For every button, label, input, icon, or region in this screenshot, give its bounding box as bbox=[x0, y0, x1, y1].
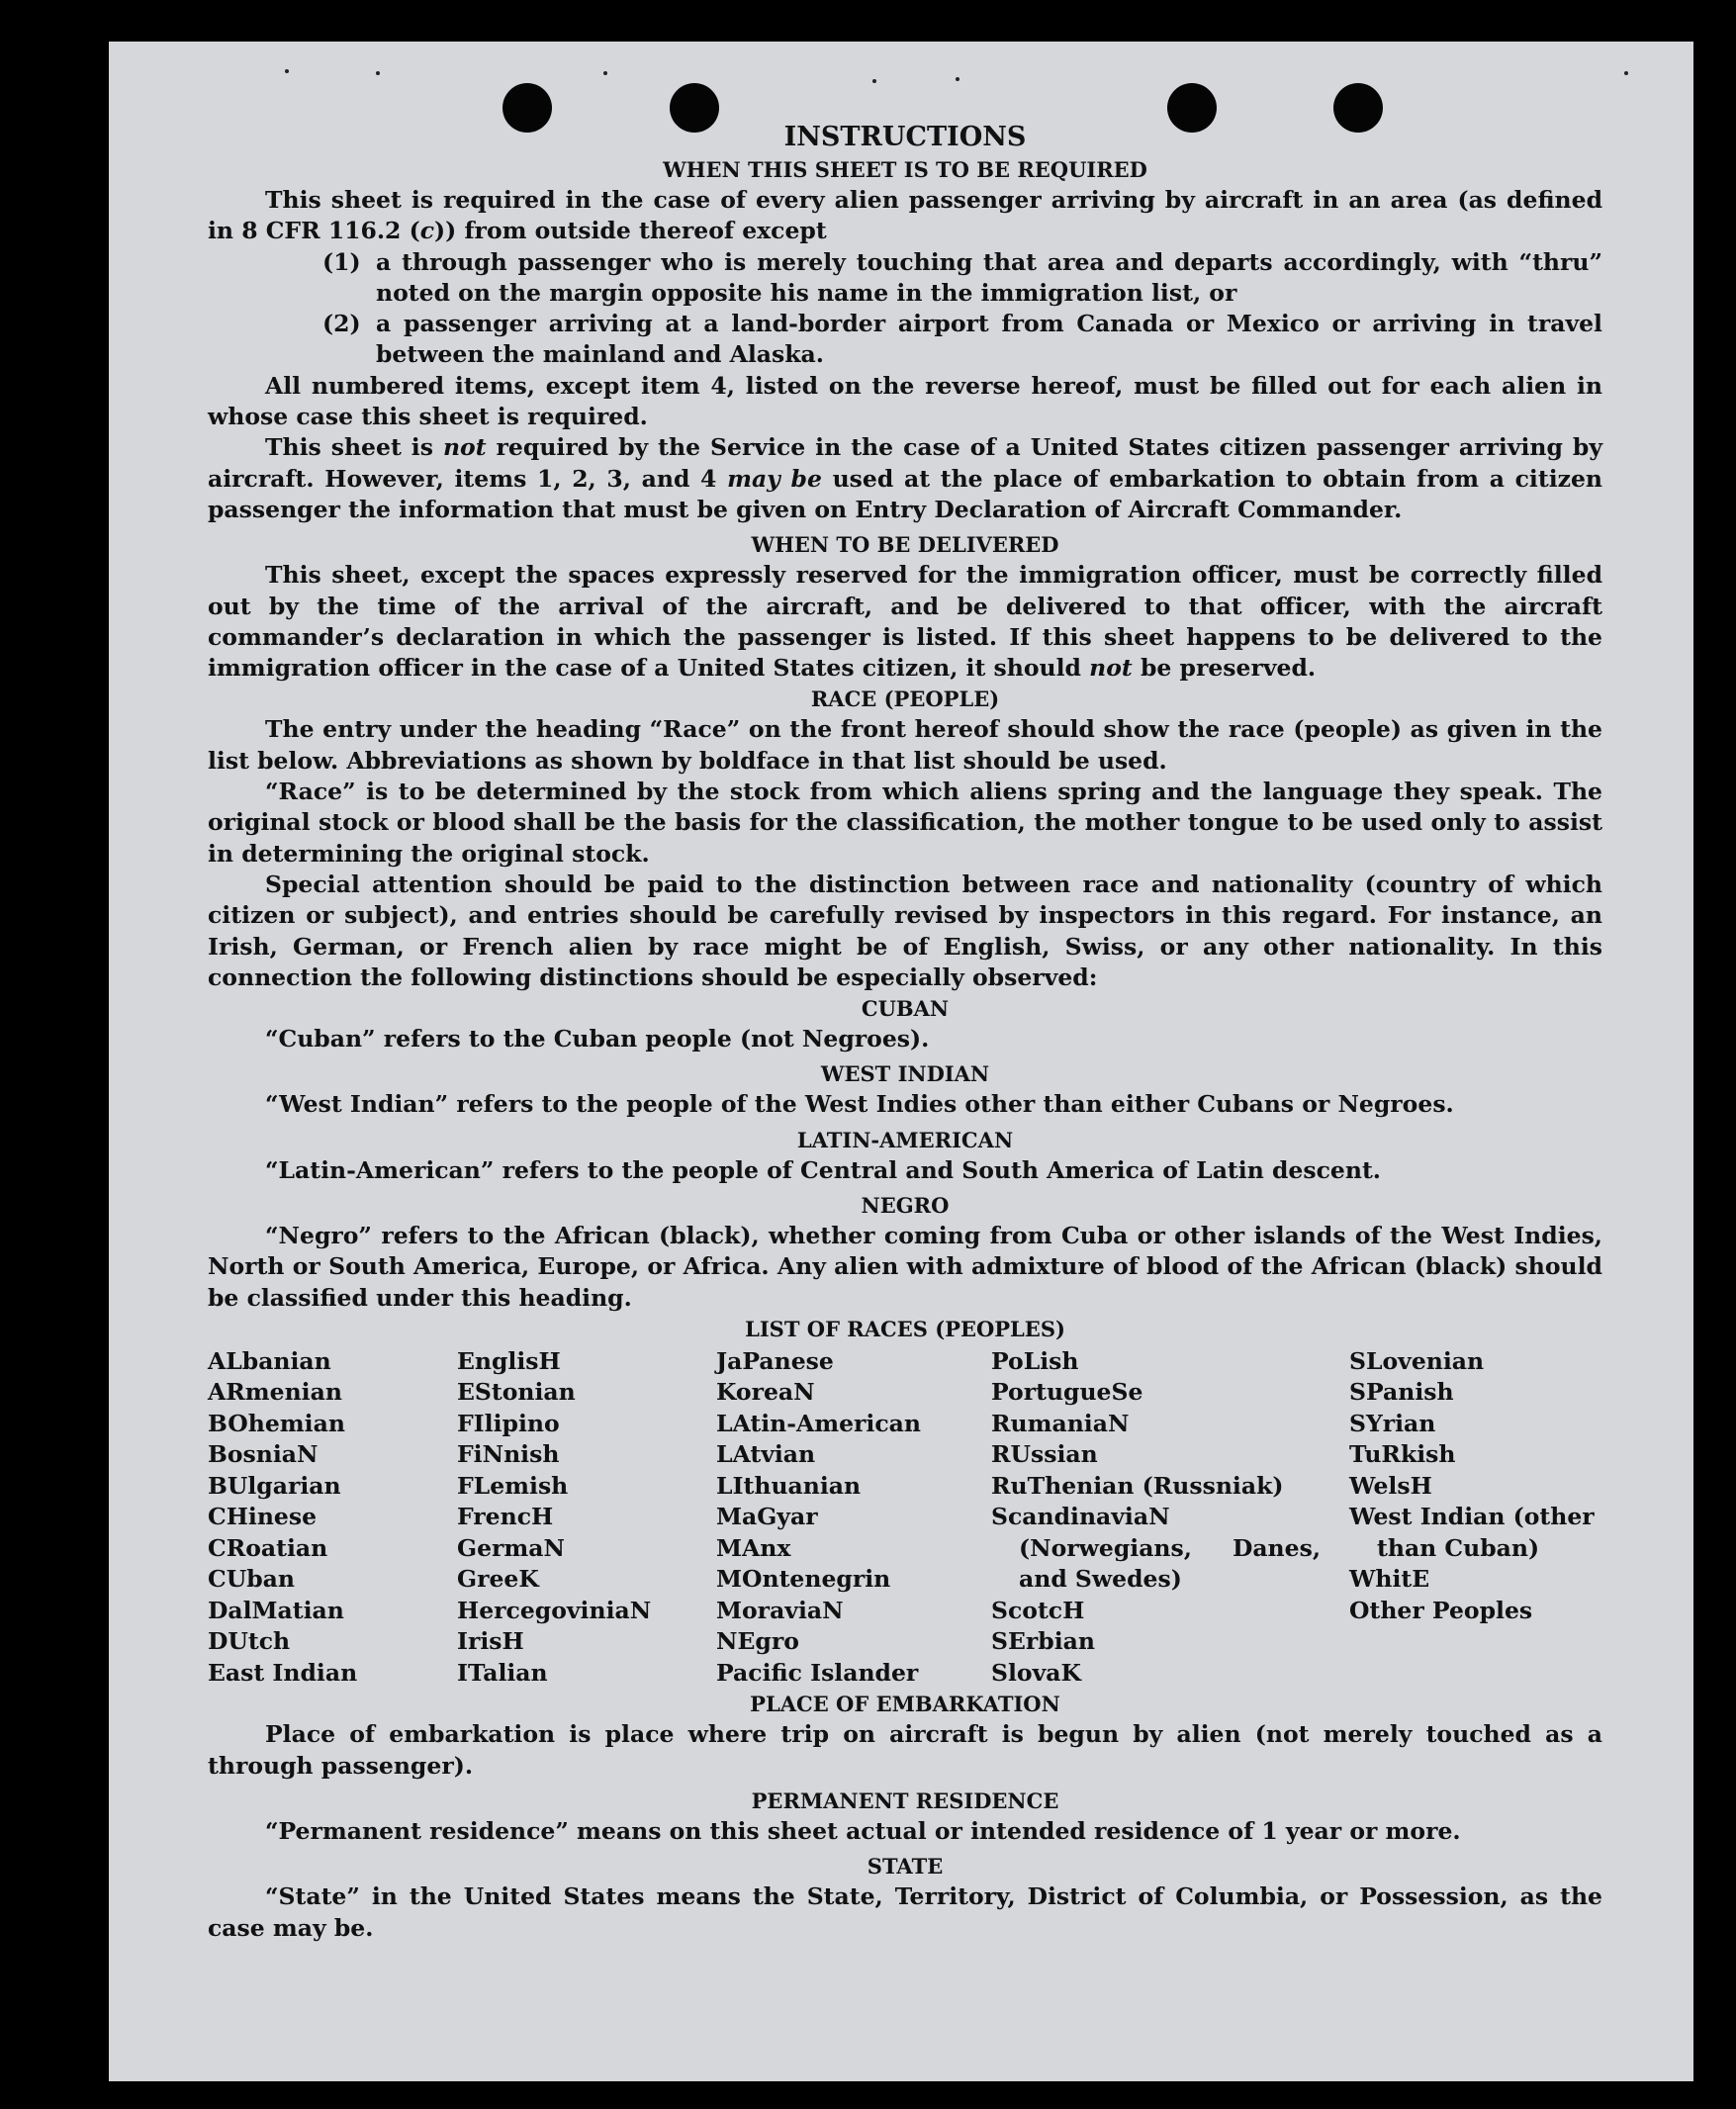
race-entry: CUban bbox=[208, 1565, 295, 1594]
speck bbox=[956, 77, 959, 81]
race-entry: DalMatian bbox=[208, 1596, 344, 1624]
speck bbox=[1624, 71, 1628, 75]
paragraph: “Latin-American” refers to the people of Central and South America of Latin descent. bbox=[265, 1155, 1381, 1184]
list-item: (2) a passenger arriving at a land-border airport from Canada or Mexico or arriving in travel between the mainland and Alaska. bbox=[322, 310, 1602, 369]
race-entry: EnglisH bbox=[457, 1346, 561, 1375]
speck bbox=[376, 71, 380, 75]
race-entry: SPanish bbox=[1349, 1378, 1454, 1407]
race-entry: East Indian bbox=[208, 1658, 358, 1687]
races-table bbox=[208, 1346, 1602, 1690]
race-entry: LAtin-American bbox=[716, 1409, 921, 1437]
paragraph: The entry under the heading “Race” on the front hereof should show the race (people) as given in the list below. Abbreviations as shown by boldface in that list should be used. bbox=[208, 715, 1602, 775]
race-entry: SlovaK bbox=[991, 1658, 1081, 1687]
race-entry: Other Peoples bbox=[1349, 1596, 1533, 1624]
race-entry: ITalian bbox=[457, 1658, 548, 1687]
heading-west-indian: WEST INDIAN bbox=[820, 1061, 990, 1087]
heading-required: WHEN THIS SHEET IS TO BE REQUIRED bbox=[663, 157, 1147, 182]
race-entry: LAtvian bbox=[716, 1440, 816, 1469]
race-entry: DUtch bbox=[208, 1627, 291, 1656]
race-entry: KoreaN bbox=[716, 1378, 815, 1407]
race-entry: HercegoviniaN bbox=[457, 1596, 652, 1624]
race-entry: IrisH bbox=[457, 1627, 524, 1656]
race-entry: SYrian bbox=[1349, 1409, 1436, 1437]
heading-latin-american: LATIN-AMERICAN bbox=[796, 1127, 1014, 1152]
paragraph: “State” in the United States means the State, Territory, District of Columbia, or Possession, as the case may be. bbox=[208, 1882, 1602, 1942]
race-entry: NEgro bbox=[716, 1627, 799, 1656]
heading-races-list: LIST OF RACES (PEOPLES) bbox=[745, 1316, 1065, 1341]
race-entry: BUlgarian bbox=[208, 1471, 341, 1500]
speck bbox=[285, 69, 289, 73]
race-entry: WelsH bbox=[1349, 1471, 1432, 1500]
race-entry: MoraviaN bbox=[716, 1596, 844, 1624]
instructions-text bbox=[208, 121, 1602, 1944]
heading-state: STATE bbox=[867, 1854, 944, 1880]
paragraph: “Cuban” refers to the Cuban people (not Negroes). bbox=[265, 1025, 930, 1054]
race-entry: PoLish bbox=[991, 1346, 1079, 1375]
race-entry: CHinese bbox=[208, 1503, 318, 1531]
race-entry: MAnx bbox=[716, 1533, 791, 1562]
race-entry: TuRkish bbox=[1349, 1440, 1456, 1469]
paragraph: Place of embarkation is place where trip on aircraft is begun by alien (not merely touched as a through passenger). bbox=[208, 1720, 1602, 1780]
heading-cuban: CUBAN bbox=[861, 996, 950, 1022]
race-entry: ARmenian bbox=[208, 1378, 342, 1407]
race-entry: RumaniaN bbox=[991, 1409, 1130, 1437]
race-entry: ScotcH bbox=[991, 1596, 1085, 1624]
race-entry: FLemish bbox=[457, 1471, 569, 1500]
race-entry: SLovenian bbox=[1349, 1346, 1485, 1375]
race-entry: LIthuanian bbox=[716, 1471, 862, 1500]
race-entry: RuThenian (Russniak) bbox=[991, 1471, 1284, 1500]
race-entry: FiNnish bbox=[457, 1440, 560, 1469]
heading-embarkation: PLACE OF EMBARKATION bbox=[750, 1692, 1060, 1717]
race-entry: GreeK bbox=[457, 1565, 539, 1594]
races-column bbox=[457, 1346, 716, 1690]
race-entry: Pacific Islander bbox=[716, 1658, 919, 1687]
paragraph: Special attention should be paid to the distinction between race and nationality (country of which citizen or subject), and entries should be carefully revised by inspectors in this regard. For instance, an Irish, German, or French alien by race might be of English, Swiss, or any other nationality. In this connection the following distinctions should be especially observed: bbox=[208, 870, 1602, 991]
paragraph: “Race” is to be determined by the stock from which aliens spring and the language they speak. The original stock or blood shall be the basis for the classification, the mother tongue to be used only to assist in determining the original stock. bbox=[208, 778, 1602, 868]
race-entry: ALbanian bbox=[208, 1346, 331, 1375]
race-entry: PortugueSe bbox=[991, 1378, 1143, 1407]
race-entry: GermaN bbox=[457, 1533, 565, 1562]
paragraph: “West Indian” refers to the people of the West Indies other than either Cubans or Negroes. bbox=[265, 1090, 1454, 1119]
race-entry: ScandinaviaN (Norwegians, Danes, and Swedes) bbox=[991, 1503, 1321, 1594]
races-column bbox=[1349, 1346, 1602, 1690]
race-entry: BosniaN bbox=[208, 1440, 319, 1469]
paragraph: This sheet, except the spaces expressly reserved for the immigration officer, must be correctly filled out by the time of the arrival of the aircraft, and be delivered to that officer, with the aircraft commander’s declaration in which the passenger is listed. If this sheet happens to be delivered to the immigration officer in the case of a United States citizen, it should not be preserved. bbox=[208, 561, 1602, 683]
race-entry: MOntenegrin bbox=[716, 1565, 891, 1594]
race-entry: EStonian bbox=[457, 1378, 576, 1407]
heading-residence: PERMANENT RESIDENCE bbox=[751, 1788, 1059, 1813]
paragraph: “Permanent residence” means on this sheet actual or intended residence of 1 year or more. bbox=[265, 1817, 1461, 1845]
races-column bbox=[716, 1346, 991, 1690]
races-column bbox=[991, 1346, 1349, 1690]
race-entry: West Indian (other than Cuban) bbox=[1349, 1503, 1595, 1562]
heading-delivered: WHEN TO BE DELIVERED bbox=[751, 532, 1059, 558]
paragraph: “Negro” refers to the African (black), whether coming from Cuba or other islands of the West Indies, North or South America, Europe, or Africa. Any alien with admixture of blood of the African (black) should be classified under this heading. bbox=[208, 1222, 1602, 1312]
paragraph: This sheet is not required by the Service in the case of a United States citizen passenger arriving by aircraft. However, items 1, 2, 3, and 4 may be used at the place of embarkation to obtain from a citizen passenger the information that must be given on Entry Declaration of Aircraft Commander. bbox=[208, 433, 1602, 523]
paragraph: This sheet is required in the case of every alien passenger arriving by aircraft in an area (as defined in 8 CFR 116.2 (c)) from outside thereof except bbox=[208, 186, 1602, 245]
race-entry: FrencH bbox=[457, 1503, 554, 1531]
race-entry: FIlipino bbox=[457, 1409, 560, 1437]
page-title: INSTRUCTIONS bbox=[783, 122, 1027, 152]
race-entry: JaPanese bbox=[716, 1346, 834, 1375]
races-column bbox=[208, 1346, 457, 1690]
race-entry: CRoatian bbox=[208, 1533, 328, 1562]
race-entry: RUssian bbox=[991, 1440, 1098, 1469]
speck bbox=[603, 71, 607, 75]
race-entry: SErbian bbox=[991, 1627, 1095, 1656]
speck bbox=[872, 79, 876, 83]
paragraph: All numbered items, except item 4, listed on the reverse hereof, must be filled out for each alien in whose case this sheet is required. bbox=[208, 371, 1602, 431]
heading-negro: NEGRO bbox=[861, 1193, 950, 1219]
race-entry: MaGyar bbox=[716, 1503, 818, 1531]
heading-race: RACE (PEOPLE) bbox=[810, 687, 1000, 712]
list-item: (1) a through passenger who is merely touching that area and departs accordingly, with “thru” noted on the margin opposite his name in the immigration list, or bbox=[322, 247, 1602, 307]
race-entry: BOhemian bbox=[208, 1409, 345, 1437]
race-entry: WhitE bbox=[1349, 1565, 1430, 1594]
